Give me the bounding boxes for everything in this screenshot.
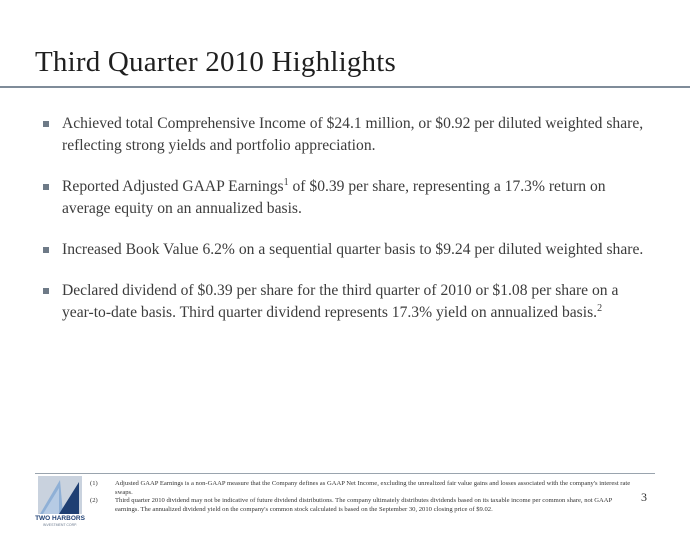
highlight-text: Declared dividend of $0.39 per share for the third quarter of 2010 or $1.08 per share on a year-to-date basis. Third quarter dividend represents 17.3% yield on annualized basis. xyxy=(62,282,619,321)
logo-wordmark: TWO HARBORS xyxy=(35,515,85,522)
footnote-ref-1: 1 xyxy=(283,176,289,188)
highlight-text: Achieved total Comprehensive Income of $24.1 million, or $0.92 per diluted weighted share, reflecting strong yields and portfolio appreciation. xyxy=(62,115,644,154)
square-bullet-icon xyxy=(43,288,49,294)
highlight-item-comprehensive-income xyxy=(43,113,653,157)
footnotes xyxy=(90,480,635,514)
highlight-item-dividend xyxy=(43,280,653,324)
square-bullet-icon xyxy=(43,247,49,253)
highlights-list xyxy=(43,113,653,324)
title-divider xyxy=(0,86,690,88)
square-bullet-icon xyxy=(43,184,49,190)
logo-tagline: INVESTMENT CORP. xyxy=(42,523,78,527)
footnote-number: (1) xyxy=(90,480,98,487)
footnote-2 xyxy=(90,497,635,514)
footnote-1 xyxy=(90,480,635,497)
footnote-text: Adjusted GAAP Earnings is a non-GAAP measure that the Company defines as GAAP Net Income, excluding the unrealized fair value gains and losses associated with the company's interest rate swaps. xyxy=(115,480,631,496)
footnote-number: (2) xyxy=(90,497,98,504)
company-logo xyxy=(35,476,85,532)
square-bullet-icon xyxy=(43,121,49,127)
highlight-text: Reported Adjusted GAAP Earnings xyxy=(62,178,284,195)
slide-title: Third Quarter 2010 Highlights xyxy=(35,46,396,78)
footnote-text: Third quarter 2010 dividend may not be indicative of future dividend distributions. The company ultimately distributes dividends based on its taxable income per common share, not GAAP earnings. The annualized dividend yield on the company's common stock calculated is based on the September 30, 2010 closing price of $9.02. xyxy=(115,497,612,513)
highlight-text-continued: of $0.39 per share, representing a 17.3% return on average equity on an annualized basis. xyxy=(62,178,606,217)
highlight-text: Increased Book Value 6.2% on a sequential quarter basis to $9.24 per diluted weighted share. xyxy=(62,241,644,258)
sail-logo-icon xyxy=(35,476,85,516)
highlight-item-adjusted-gaap-earnings xyxy=(43,176,653,220)
footer-divider xyxy=(35,473,655,474)
page-number: 3 xyxy=(641,490,647,504)
highlight-item-book-value xyxy=(43,239,653,261)
footnote-ref-2: 2 xyxy=(597,302,603,314)
